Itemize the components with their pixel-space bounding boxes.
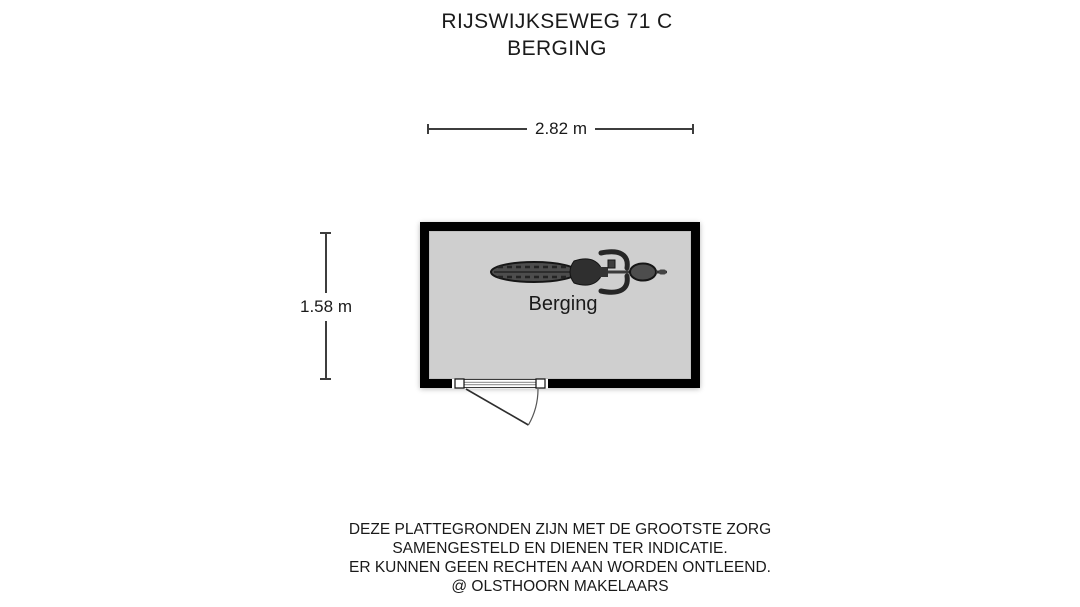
disclaimer-line-1: DEZE PLATTEGRONDEN ZIJN MET DE GROOTSTE ZORG — [348, 521, 772, 538]
disclaimer — [349, 520, 771, 596]
door-swing — [440, 374, 570, 436]
disclaimer-line-2: SAMENGESTELD EN DIENEN TER INDICATIE. — [392, 540, 728, 557]
bicycle-icon — [488, 246, 668, 298]
width-dimension-tick-right — [692, 124, 694, 134]
page-title — [441, 8, 672, 62]
disclaimer-line-3: ER KUNNEN GEEN RECHTEN AAN WORDEN ONTLEEND. — [348, 559, 771, 576]
disclaimer-line-4: @ OLSTHOORN MAKELAARS — [451, 578, 669, 595]
height-dimension-label: 1.58 m — [297, 293, 355, 321]
page-title-address: RIJSWIJKSEWEG 71 C — [441, 10, 673, 33]
page-title-room-type: BERGING — [507, 37, 607, 60]
room-label: Berging — [528, 293, 598, 315]
height-dimension-tick-bottom — [320, 378, 331, 380]
width-dimension-label: 2.82 m — [527, 119, 595, 139]
